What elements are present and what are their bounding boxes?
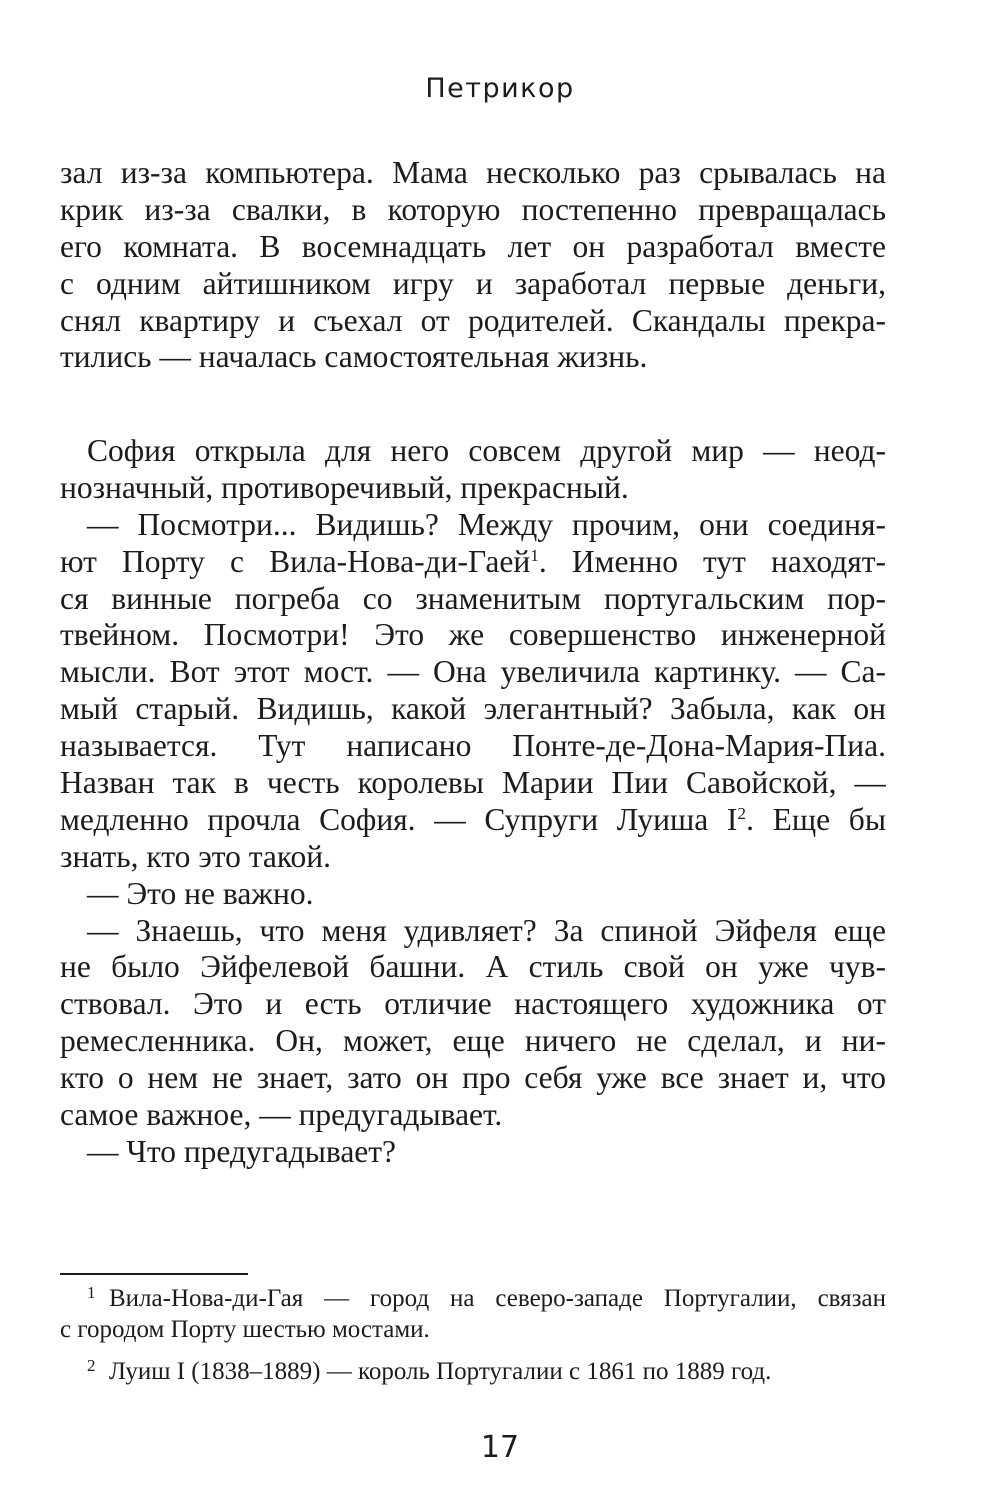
text-line: нозначный, противоречивый, прекрасный. <box>60 469 629 505</box>
text-line <box>60 802 886 839</box>
text-fragment: . Еще бы <box>746 801 886 837</box>
footnote-reference: 2 <box>737 803 747 823</box>
footnotes <box>60 1283 886 1387</box>
footnote-reference: 1 <box>530 545 539 565</box>
text-line: снял квартиру и съехал от родителей. Скандалы прекра- <box>60 302 886 338</box>
text-line: ствовал. Это и есть отличие настоящего художника от <box>60 986 886 1022</box>
footnote-line: с городом Порту шестью мостами. <box>60 1316 430 1343</box>
text-fragment: . Именно тут находят- <box>538 543 886 579</box>
text-line: — Это не важно. <box>87 875 314 911</box>
text-line: ремесленника. Он, может, еще ничего не сделал, и ни- <box>60 1023 886 1059</box>
text-line: зал из-за компьютера. Мама несколько раз срывалась на <box>60 155 886 190</box>
footnote-text: Луиш I (1838–1889) — король Португалии с 1861 по 1889 год. <box>109 1358 772 1385</box>
text-line <box>60 544 886 581</box>
text-line: ся винные погреба со знаменитым португальским пор- <box>60 580 886 616</box>
footnote-line: 1 Вила-Нова-ди-Гая — город на северо-западе Португалии, связан <box>87 1283 886 1312</box>
text-line: — Посмотри... Видишь? Между прочим, они соединя- <box>87 506 886 542</box>
text-line: самое важное, — предугадывает. <box>60 1097 503 1133</box>
page-number: 17 <box>480 1430 520 1465</box>
text-line: София открыла для него совсем другой мир — неод- <box>87 433 886 468</box>
text-line: крик из-за свалки, в которую постепенно превращалась <box>60 191 886 227</box>
text-fragment: ют Порту с Вила-Нова-ди-Гаей <box>60 543 531 579</box>
text-line: знать, кто это такой. <box>60 838 332 874</box>
text-line: — Что предугадывает? <box>87 1133 397 1169</box>
text-line: не было Эйфелевой башни. А стиль свой он уже чув- <box>60 949 886 985</box>
text-line: называется. Тут написано Понте-де-Дона-Мария-Пиа. <box>60 728 886 764</box>
main-text-body <box>60 433 886 1171</box>
footnote-line: 2 Луиш I (1838–1889) — король Португалии с 1861 по 1889 год. <box>87 1356 772 1385</box>
text-line: с одним айтишником игру и заработал первые деньги, <box>60 265 886 301</box>
text-line: мый старый. Видишь, какой элегантный? Забыла, как он <box>60 691 886 727</box>
main-text-top <box>60 155 886 376</box>
text-fragment: медленно прочла София. — Супруги Луиша I <box>60 801 738 837</box>
footnote-text: Вила-Нова-ди-Гая — город на северо-западе Португалии, связан <box>109 1285 886 1312</box>
text-line: кто о нем не знает, зато он про себя уже все знает и, что <box>60 1060 886 1096</box>
text-line: тились — началась самостоятельная жизнь. <box>60 339 648 375</box>
footnote-divider <box>60 1273 248 1275</box>
text-line: его комната. В восемнадцать лет он разработал вместе <box>60 228 886 264</box>
running-head: Петрикор <box>425 73 575 104</box>
text-line: мысли. Вот этот мост. — Она увеличила картинку. — Са- <box>60 654 886 690</box>
text-line: — Знаешь, что меня удивляет? За спиной Эйфеля еще <box>87 912 886 948</box>
text-line: Назван так в честь королевы Марии Пии Савойской, — <box>60 765 886 801</box>
text-line: твейном. Посмотри! Это же совершенство инженерной <box>60 617 886 653</box>
